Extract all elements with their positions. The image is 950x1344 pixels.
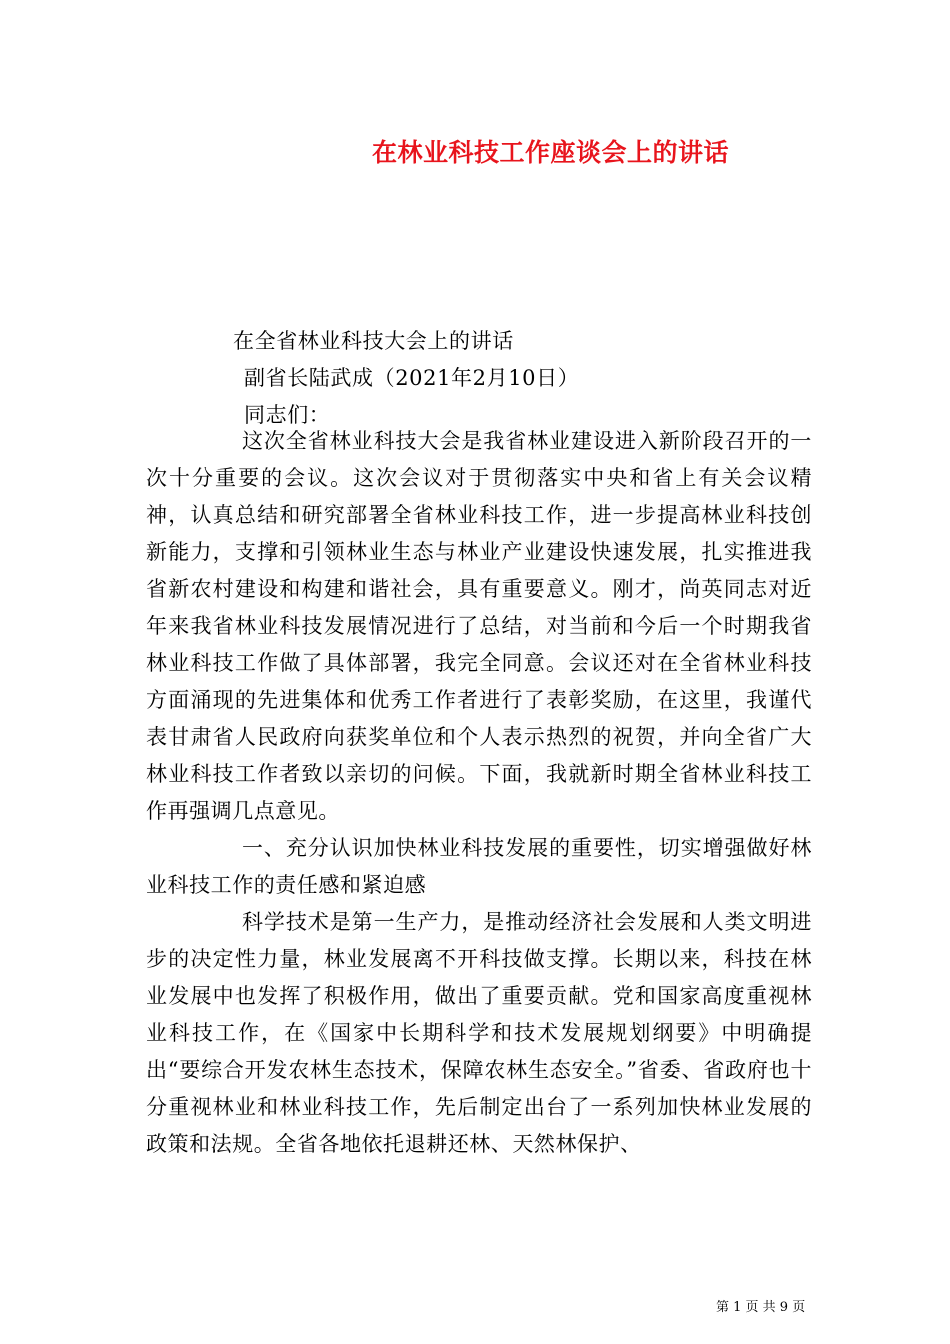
salutation: 同志们： <box>244 403 331 427</box>
document-title: 在林业科技工作座谈会上的讲话 <box>372 138 730 167</box>
section-heading-1: 一、充分认识加快林业科技发展的重要性，切实增强做好林业科技工作的责任感和紧迫感 <box>146 836 812 897</box>
speech-body <box>146 423 812 1163</box>
paragraph-section-1: 科学技术是第一生产力，是推动经济社会发展和人类文明进步的决定性力量，林业发展离不开科技做支撑。长期以来，科技在林业发展中也发挥了积极作用，做出了重要贡献。党和国家高度重视林业科技工作，在《国家中长期科学和技术发展规划纲要》中明确提出“要综合开发农林生态技术，保障农林生态安全。”省委、省政府也十分重视林业和林业科技工作，先后制定出台了一系列加快林业发展的政策和法规。全省各地依托退耕还林、天然林保护、 <box>146 910 812 1156</box>
speech-subtitle: 在全省林业科技大会上的讲话 <box>233 329 514 353</box>
page-footer: 第 1 页 共 9 页 <box>716 1300 806 1315</box>
speaker-line: 副省长陆武成（2021年2月10日） <box>244 366 580 390</box>
paragraph-intro: 这次全省林业科技大会是我省林业建设进入新阶段召开的一次十分重要的会议。这次会议对于贯彻落实中央和省上有关会议精神，认真总结和研究部署全省林业科技工作，进一步提高林业科技创新能力，支撑和引领林业生态与林业产业建设快速发展，扎实推进我省新农村建设和构建和谐社会，具有重要意义。刚才，尚英同志对近年来我省林业科技发展情况进行了总结，对当前和今后一个时期我省林业科技工作做了具体部署，我完全同意。会议还对在全省林业科技方面涌现的先进集体和优秀工作者进行了表彰奖励，在这里，我谨代表甘肃省人民政府向获奖单位和个人表示热烈的祝贺，并向全省广大林业科技工作者致以亲切的问候。下面，我就新时期全省林业科技工作再强调几点意见。 <box>146 429 812 823</box>
